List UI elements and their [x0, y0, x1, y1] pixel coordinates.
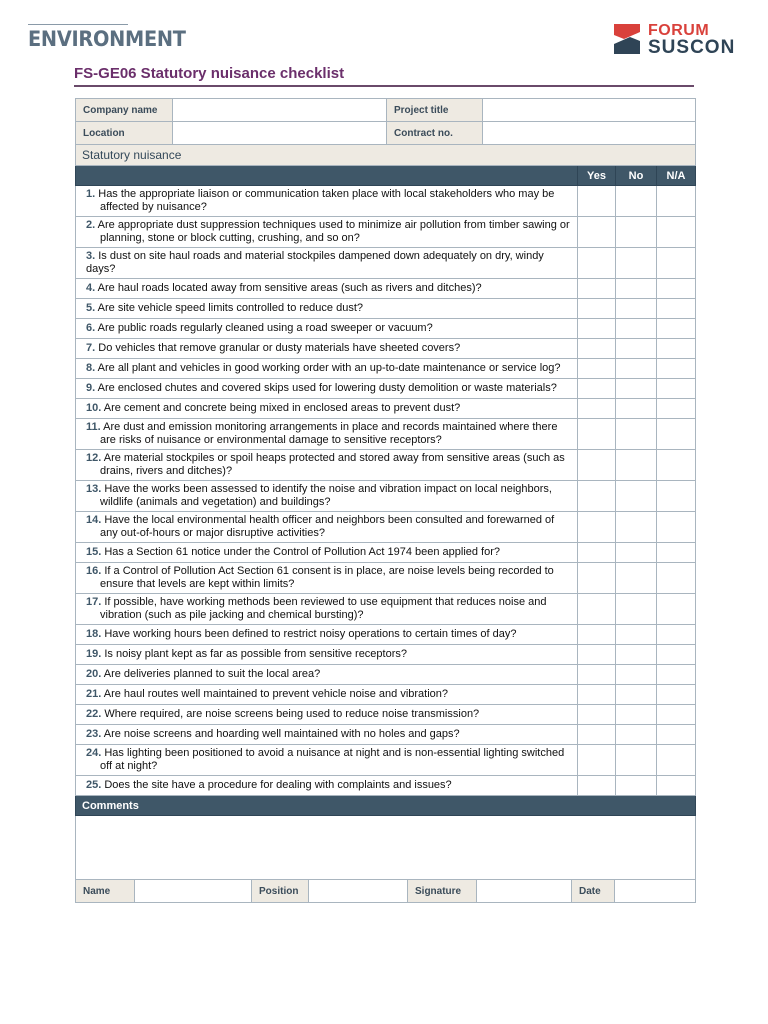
no-checkbox-cell[interactable] [616, 645, 657, 665]
question-number: 13. [86, 483, 102, 495]
question-row [76, 481, 696, 512]
question-number: 15. [86, 546, 102, 558]
na-checkbox-cell[interactable] [657, 248, 696, 279]
no-checkbox-cell[interactable] [616, 563, 657, 594]
question-label: Where required, are noise screens being used to reduce noise transmission? [104, 708, 480, 720]
project-title-field[interactable] [483, 99, 696, 122]
question-label: If possible, have working methods been reviewed to use equipment that reduces noise and vibration (such as pile jacking and chemical bursting)? [100, 596, 547, 621]
question-label: Are cement and concrete being mixed in enclosed areas to prevent dust? [103, 402, 461, 414]
question-row [76, 279, 696, 299]
question-text [76, 399, 578, 419]
comments-header: Comments [76, 796, 696, 816]
no-checkbox-cell[interactable] [616, 419, 657, 450]
question-text [76, 359, 578, 379]
question-number: 18. [86, 628, 102, 640]
na-checkbox-cell[interactable] [657, 399, 696, 419]
question-label: Are noise screens and hoarding well maintained with no holes and gaps? [103, 728, 460, 740]
no-checkbox-cell[interactable] [616, 339, 657, 359]
yes-checkbox-cell[interactable] [578, 543, 616, 563]
question-number: 23. [86, 728, 102, 740]
no-checkbox-cell[interactable] [616, 543, 657, 563]
na-checkbox-cell[interactable] [657, 359, 696, 379]
na-checkbox-cell[interactable] [657, 705, 696, 725]
name-label: Name [76, 880, 135, 903]
yes-checkbox-cell[interactable] [578, 563, 616, 594]
na-checkbox-cell[interactable] [657, 512, 696, 543]
question-label: Have the works been assessed to identify the noise and vibration impact on local neighbors, wildlife (animals and vegetation) and buildings? [100, 483, 552, 508]
no-checkbox-cell[interactable] [616, 450, 657, 481]
question-text [76, 776, 578, 796]
question-number: 6. [86, 322, 96, 334]
yes-checkbox-cell[interactable] [578, 745, 616, 776]
na-column-header: N/A [657, 166, 696, 186]
na-checkbox-cell[interactable] [657, 299, 696, 319]
no-checkbox-cell[interactable] [616, 299, 657, 319]
question-text [76, 481, 578, 512]
question-number: 10. [86, 402, 102, 414]
question-label: Is dust on site haul roads and material stockpiles dampened down adequately on dry, windy days? [86, 250, 544, 275]
question-number: 17. [86, 596, 102, 608]
logo-text-forum: FORUM [648, 22, 710, 39]
na-checkbox-cell[interactable] [657, 450, 696, 481]
question-row [76, 685, 696, 705]
question-number: 20. [86, 668, 102, 680]
no-checkbox-cell[interactable] [616, 685, 657, 705]
question-row [76, 359, 696, 379]
no-checkbox-cell[interactable] [616, 512, 657, 543]
question-text [76, 186, 578, 217]
contract-no-label: Contract no. [387, 122, 483, 145]
question-text [76, 685, 578, 705]
question-number: 3. [86, 250, 96, 262]
question-text [76, 512, 578, 543]
question-number: 11. [86, 421, 101, 433]
yes-checkbox-cell[interactable] [578, 645, 616, 665]
location-field[interactable] [173, 122, 387, 145]
name-field[interactable] [135, 880, 252, 903]
yes-checkbox-cell[interactable] [578, 399, 616, 419]
yes-checkbox-cell[interactable] [578, 665, 616, 685]
question-number: 8. [86, 362, 96, 374]
project-title-label: Project title [387, 99, 483, 122]
company-name-label: Company name [76, 99, 173, 122]
no-checkbox-cell[interactable] [616, 279, 657, 299]
na-checkbox-cell[interactable] [657, 319, 696, 339]
yes-column-header: Yes [578, 166, 616, 186]
question-row [76, 186, 696, 217]
question-label: Are appropriate dust suppression techniques used to minimize air pollution from timber sawing or planning, stone or block cutting, crushing, and so on? [97, 219, 570, 244]
no-checkbox-cell[interactable] [616, 481, 657, 512]
question-label: Is noisy plant kept as far as possible from sensitive receptors? [104, 648, 407, 660]
question-number: 16. [86, 565, 102, 577]
question-number: 4. [86, 282, 96, 294]
yes-checkbox-cell[interactable] [578, 279, 616, 299]
yes-checkbox-cell[interactable] [578, 481, 616, 512]
contract-no-field[interactable] [483, 122, 696, 145]
no-checkbox-cell[interactable] [616, 594, 657, 625]
location-label: Location [76, 122, 173, 145]
yes-checkbox-cell[interactable] [578, 319, 616, 339]
question-label: Are material stockpiles or spoil heaps protected and stored away from sensitive areas (such as drains, rivers and ditches)? [100, 452, 565, 477]
question-text [76, 319, 578, 339]
yes-checkbox-cell[interactable] [578, 705, 616, 725]
question-row [76, 399, 696, 419]
question-row [76, 725, 696, 745]
question-text [76, 563, 578, 594]
no-checkbox-cell[interactable] [616, 319, 657, 339]
question-label: Are dust and emission monitoring arrangements in place and records maintained where there are risks of nuisance or environmental damage to sensitive receptors? [100, 421, 558, 446]
na-checkbox-cell[interactable] [657, 776, 696, 796]
yes-checkbox-cell[interactable] [578, 248, 616, 279]
na-checkbox-cell[interactable] [657, 665, 696, 685]
question-row [76, 299, 696, 319]
signoff-table [75, 879, 696, 903]
na-checkbox-cell[interactable] [657, 339, 696, 359]
question-row [76, 776, 696, 796]
question-row [76, 512, 696, 543]
logo-text-suscon: SUSCON [648, 37, 736, 58]
question-label: Are all plant and vehicles in good working order with an up-to-date maintenance or service log? [97, 362, 561, 374]
question-text [76, 665, 578, 685]
question-rows [76, 186, 696, 796]
question-text [76, 450, 578, 481]
question-label: Are site vehicle speed limits controlled to reduce dust? [97, 302, 363, 314]
yes-checkbox-cell[interactable] [578, 776, 616, 796]
document-title [74, 65, 694, 87]
question-number: 9. [86, 382, 96, 394]
environment-logo-text: ENVIRONMENT [28, 27, 186, 51]
question-label: Has the appropriate liaison or communication taken place with local stakeholders who may be affected by nuisance? [98, 188, 555, 213]
question-row [76, 563, 696, 594]
na-checkbox-cell[interactable] [657, 217, 696, 248]
question-number: 22. [86, 708, 102, 720]
na-checkbox-cell[interactable] [657, 745, 696, 776]
no-checkbox-cell[interactable] [616, 399, 657, 419]
forum-suscon-mark-icon [610, 22, 644, 56]
question-row [76, 705, 696, 725]
question-label: Have the local environmental health officer and neighbors been consulted and forewarned of any out-of-hours or major disruptive activities? [100, 514, 555, 539]
question-row [76, 543, 696, 563]
na-checkbox-cell[interactable] [657, 685, 696, 705]
yes-checkbox-cell[interactable] [578, 725, 616, 745]
question-column-header [76, 166, 578, 186]
question-number: 21. [86, 688, 102, 700]
na-checkbox-cell[interactable] [657, 625, 696, 645]
question-label: Are haul routes well maintained to prevent vehicle noise and vibration? [103, 688, 449, 700]
question-row [76, 339, 696, 359]
question-text [76, 339, 578, 359]
question-text [76, 625, 578, 645]
na-checkbox-cell[interactable] [657, 725, 696, 745]
question-text [76, 745, 578, 776]
na-checkbox-cell[interactable] [657, 379, 696, 399]
yes-checkbox-cell[interactable] [578, 339, 616, 359]
question-label: If a Control of Pollution Act Section 61 consent is in place, are noise levels being recorded to ensure that levels are kept within limits? [100, 565, 554, 590]
na-checkbox-cell[interactable] [657, 543, 696, 563]
no-checkbox-cell[interactable] [616, 359, 657, 379]
date-label: Date [572, 880, 615, 903]
question-label: Are enclosed chutes and covered skips used for lowering dusty demolition or waste materials? [97, 382, 557, 394]
question-row [76, 450, 696, 481]
question-text [76, 379, 578, 399]
no-checkbox-cell[interactable] [616, 217, 657, 248]
forum-suscon-logo [610, 22, 740, 58]
question-number: 25. [86, 779, 102, 791]
question-label: Are haul roads located away from sensitive areas (such as rivers and ditches)? [97, 282, 482, 294]
no-column-header: No [616, 166, 657, 186]
section-title: Statutory nuisance [76, 145, 696, 166]
environment-logo [28, 24, 186, 51]
question-text [76, 543, 578, 563]
question-label: Has a Section 61 notice under the Control of Pollution Act 1974 been applied for? [104, 546, 501, 558]
question-row [76, 625, 696, 645]
yes-checkbox-cell[interactable] [578, 186, 616, 217]
no-checkbox-cell[interactable] [616, 725, 657, 745]
question-label: Does the site have a procedure for dealing with complaints and issues? [104, 779, 452, 791]
question-row [76, 665, 696, 685]
question-number: 24. [86, 747, 102, 759]
no-checkbox-cell[interactable] [616, 625, 657, 645]
yes-checkbox-cell[interactable] [578, 419, 616, 450]
question-row [76, 419, 696, 450]
yes-checkbox-cell[interactable] [578, 299, 616, 319]
question-text [76, 279, 578, 299]
na-checkbox-cell[interactable] [657, 645, 696, 665]
question-number: 2. [86, 219, 96, 231]
question-row [76, 248, 696, 279]
yes-checkbox-cell[interactable] [578, 217, 616, 248]
yes-checkbox-cell[interactable] [578, 450, 616, 481]
no-checkbox-cell[interactable] [616, 776, 657, 796]
question-text [76, 594, 578, 625]
question-text [76, 645, 578, 665]
question-number: 1. [86, 188, 96, 200]
question-label: Are deliveries planned to suit the local area? [103, 668, 321, 680]
checklist-table [75, 144, 696, 880]
question-text [76, 248, 578, 279]
question-row [76, 217, 696, 248]
question-label: Has lighting been positioned to avoid a nuisance at night and is non-essential lighting switched off at night? [100, 747, 565, 772]
position-field[interactable] [309, 880, 408, 903]
signature-label: Signature [408, 880, 477, 903]
question-text [76, 705, 578, 725]
question-label: Are public roads regularly cleaned using a road sweeper or vacuum? [97, 322, 433, 334]
question-row [76, 745, 696, 776]
question-number: 19. [86, 648, 102, 660]
question-row [76, 319, 696, 339]
no-checkbox-cell[interactable] [616, 379, 657, 399]
company-name-field[interactable] [173, 99, 387, 122]
logo-rule [28, 24, 128, 25]
question-number: 5. [86, 302, 96, 314]
position-label: Position [252, 880, 309, 903]
comments-field[interactable] [76, 816, 696, 880]
question-text [76, 217, 578, 248]
no-checkbox-cell[interactable] [616, 186, 657, 217]
no-checkbox-cell[interactable] [616, 665, 657, 685]
question-text [76, 299, 578, 319]
document-title-text: FS-GE06 Statutory nuisance checklist [74, 65, 345, 82]
question-row [76, 645, 696, 665]
yes-checkbox-cell[interactable] [578, 594, 616, 625]
yes-checkbox-cell[interactable] [578, 625, 616, 645]
no-checkbox-cell[interactable] [616, 705, 657, 725]
question-text [76, 419, 578, 450]
na-checkbox-cell[interactable] [657, 279, 696, 299]
yes-checkbox-cell[interactable] [578, 379, 616, 399]
date-field[interactable] [615, 880, 696, 903]
project-info-table [75, 98, 696, 145]
no-checkbox-cell[interactable] [616, 745, 657, 776]
na-checkbox-cell[interactable] [657, 419, 696, 450]
question-text [76, 725, 578, 745]
question-number: 12. [86, 452, 102, 464]
question-label: Have working hours been defined to restrict noisy operations to certain times of day? [104, 628, 517, 640]
yes-checkbox-cell[interactable] [578, 685, 616, 705]
no-checkbox-cell[interactable] [616, 248, 657, 279]
question-number: 7. [86, 342, 96, 354]
question-label: Do vehicles that remove granular or dusty materials have sheeted covers? [98, 342, 461, 354]
signature-field[interactable] [477, 880, 572, 903]
question-number: 14. [86, 514, 102, 526]
na-checkbox-cell[interactable] [657, 594, 696, 625]
yes-checkbox-cell[interactable] [578, 359, 616, 379]
na-checkbox-cell[interactable] [657, 481, 696, 512]
question-row [76, 379, 696, 399]
na-checkbox-cell[interactable] [657, 186, 696, 217]
na-checkbox-cell[interactable] [657, 563, 696, 594]
yes-checkbox-cell[interactable] [578, 512, 616, 543]
question-row [76, 594, 696, 625]
